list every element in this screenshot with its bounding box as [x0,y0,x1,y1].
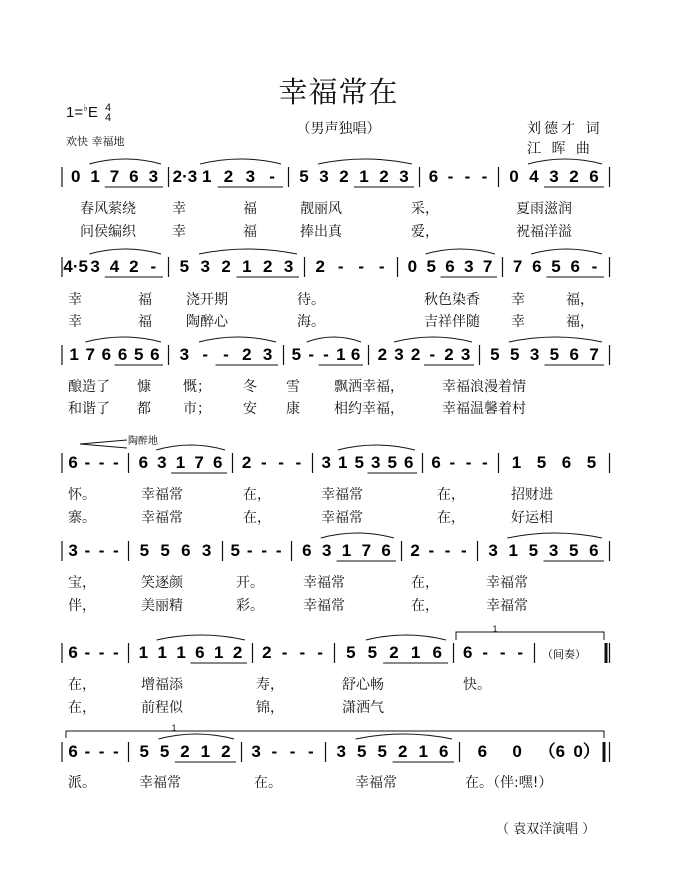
lyric-text: 幸福常 [355,775,397,791]
slur-arc [366,635,446,640]
key-prefix: 1= [66,104,84,121]
note: 1 [418,742,428,761]
lyric-text: 捧出真 [300,224,342,240]
dash-extension: - [317,643,323,662]
note: 2 [444,345,454,364]
lyric-text: 增福添 [141,677,183,693]
note: 5 [230,541,240,560]
note: 5 [134,345,144,364]
note: 3 [262,345,273,364]
lyric-text: 招财进 [511,487,553,503]
tempo-marking: 欢快 幸福地 [66,135,125,148]
note: 6 [195,643,205,662]
note: 5 [354,453,364,472]
lyric-text: 幸福常 [321,487,363,503]
slur-arc [85,337,161,342]
note: 5 [139,541,150,560]
song-subtitle: （男声独唱） [296,121,381,137]
dash-extension: - [202,345,209,364]
dash-extension: - [98,643,105,662]
note: 5 [159,742,170,761]
note: 6 [404,453,414,472]
lyric-text: 幸福常 [486,598,528,614]
note: 6 [129,167,139,186]
lyric-text: 潇洒气 [342,700,384,716]
lyric-text: 好运相 [511,510,553,526]
lyric-text: 采， [411,201,439,217]
lyric-text: 福， [566,292,594,308]
performer-credit: （ 袁双洋演唱 ） [496,822,596,837]
note: 1 [138,643,149,662]
note: 1 [69,345,79,364]
dash-extension: - [113,453,119,472]
dash-extension: - [98,541,105,560]
dash-extension: - [84,541,91,560]
slur-arc [531,249,602,254]
note: 3 [548,541,559,560]
dash-extension: - [261,453,267,472]
dash-extension: - [84,742,91,761]
note: 2 [242,345,252,364]
note: （6 [538,742,566,761]
lyric-text: 幸福温馨着村 [442,401,526,417]
lyric-text: 在， [243,510,271,526]
lyric-text: 寨。 [68,510,96,526]
dynamics-text: 陶醉地 [128,436,158,447]
lyric-text: 幸 [172,224,186,240]
note: 2 [180,742,190,761]
note: 5 [377,742,387,761]
note: 3 [336,742,346,761]
note: 1 [175,453,186,472]
dash-extension: - [295,453,302,472]
note: 2 [389,643,399,662]
note: 3 [321,541,332,560]
lyric-text: 幸 [172,201,186,217]
note: 3 [488,541,498,560]
note: 5 [551,257,561,276]
dash-extension: - [337,257,344,276]
lyric-text: 彩。 [236,598,264,614]
volta-number: 1 [492,624,498,634]
note: 6 [117,345,128,364]
note: 5 [139,742,149,761]
lyric-text: 在， [437,510,465,526]
lyric-text: 美丽精 [141,598,183,614]
note: 3 [201,541,212,560]
note: 6 [589,167,599,186]
lyric-text: 爱， [411,224,439,240]
lyric-text: 吉祥伴随 [424,314,480,330]
note: 3 [283,257,294,276]
lyric-text: 派。 [68,775,96,791]
note: 5 [536,453,547,472]
note: 2 [410,345,421,364]
slur-arc [156,445,225,450]
note: 3 [245,167,256,186]
lyric-text: 幸福常 [141,487,183,503]
dash-extension: - [246,541,253,560]
slur-arc [199,337,276,342]
note: 7 [194,453,204,472]
dash-extension: - [429,345,436,364]
lyric-text: 问侯编织 [80,224,136,240]
note: 3 [148,167,159,186]
note: 2·3 [172,167,198,186]
note: 7 [361,541,372,560]
dash-extension: - [517,643,524,662]
note: 2 [339,167,349,186]
note: 5 [586,453,597,472]
dash-extension: - [378,257,385,276]
note: 6 [68,742,78,761]
lyric-text: 幸福常 [486,575,528,591]
note: 3 [460,345,471,364]
dash-extension: - [113,742,119,761]
slur-arc [200,159,281,164]
note: 3 [157,453,167,472]
dash-extension: - [444,541,451,560]
dash-extension: - [223,345,229,364]
note: 0 [407,257,418,276]
slur-arc [356,734,452,739]
lyric-text: 秋色染香 [424,292,480,308]
note: 7 [482,257,493,276]
lyric-text: 快。 [463,677,491,693]
slur-arc [321,533,394,538]
lyric-text: 开。 [236,575,264,591]
note: 1 [336,345,346,364]
lyric-text: 幸 [68,314,82,330]
note: 6 [569,345,579,364]
dash-extension: - [278,453,284,472]
lyric-text: 和谐了 [68,401,110,417]
note: 2 [410,541,420,560]
dash-extension: - [308,345,315,364]
note: 2 [129,257,139,276]
lyric-text: 怀。 [68,487,96,503]
slur-arc [158,734,234,739]
note: 5 [569,541,579,560]
lyric-text: 前程似 [141,700,183,716]
dash-extension: - [261,541,268,560]
note: 3 [179,345,190,364]
lyric-text: 冬 [243,379,257,395]
interlude-mark: （间奏） [542,649,586,661]
lyric-text: 锦， [256,700,284,716]
lyric-text: 春风萦绕 [80,201,136,217]
lyric-text: 在， [243,487,271,503]
dash-extension: - [113,643,119,662]
dash-extension: - [308,742,314,761]
note: 1 [200,742,211,761]
note: 3 [371,453,381,472]
note: 0 [512,742,522,761]
note: 1 [338,453,348,472]
lyric-text: 康 [286,401,300,417]
note: 2 [241,453,252,472]
note: 1 [201,167,212,186]
note: 5 [160,541,170,560]
lyric-text: 福， [566,314,594,330]
note: 6 [68,453,78,472]
note: 6 [477,742,488,761]
dash-extension: - [299,643,306,662]
note: 5 [346,643,356,662]
note: 7 [109,167,120,186]
slur-arc [509,337,602,342]
time-signature-top: 4 [105,102,112,115]
dash-extension: - [449,453,456,472]
dash-extension: - [461,541,467,560]
dash-extension: - [84,453,91,472]
note: 5 [299,167,309,186]
lyric-text: 幸 [68,292,82,308]
lyric-text: 海。 [297,314,325,330]
lyric-text: 浇开期 [186,292,228,308]
note: 2 [315,257,325,276]
note: 3 [464,257,474,276]
lyric-text: 雪 [286,379,300,395]
note: 6 [138,453,149,472]
note: 1 [359,167,369,186]
slur-arc [338,445,415,450]
lyric-text: 福 [243,224,257,240]
note: 6 [181,541,191,560]
lyric-text: 在， [437,487,465,503]
dash-extension: - [269,167,275,186]
dash-extension: - [482,453,488,472]
dash-extension: - [428,541,435,560]
note: 3 [399,167,409,186]
lyric-text: 在。 [254,775,282,791]
note: 5 [528,541,539,560]
slur-arc [307,337,361,342]
slur-arc [426,249,495,254]
note: 2 [262,643,272,662]
note: 1 [214,643,224,662]
note: 5 [357,742,367,761]
note: 1 [341,541,352,560]
dash-extension: - [98,453,105,472]
lyric-text: 福 [138,314,152,330]
note: 6 [381,541,391,560]
dash-extension: - [499,643,506,662]
note: 2 [223,167,234,186]
song-title: 幸福常在 [278,75,399,109]
note: 1 [242,257,252,276]
note: 3 [68,541,78,560]
dash-extension: - [289,742,296,761]
key-note: E [87,104,98,121]
note: 2 [377,345,388,364]
note: 3 [90,257,100,276]
lyric-text: 幸福浪漫着情 [442,379,526,395]
lyric-text: 伴， [68,598,96,614]
dash-extension: - [482,643,489,662]
note: 5 [490,345,500,364]
slur-arc [199,249,297,254]
note: 2 [232,643,243,662]
note: 6 [463,643,473,662]
note: 5 [179,257,190,276]
lyric-text: 福 [138,292,152,308]
lyric-text: 在， [68,700,96,716]
lyric-text: 在， [411,575,439,591]
note: 6 [150,345,160,364]
dash-extension: - [281,643,288,662]
lyric-text: 幸福常 [303,598,345,614]
note: 3 [251,742,261,761]
note: 1 [90,167,100,186]
lyric-text: 幸 [511,314,525,330]
flat-sign: ♭ [83,103,88,114]
lyric-text: 飘洒幸福， [334,379,404,395]
note: 7 [512,257,523,276]
slur-arc [89,159,161,164]
note: 4 [529,167,539,186]
slur-arc [507,533,602,538]
lyric-text: 安 [243,401,257,417]
note: 3 [319,167,329,186]
note: 2 [221,257,231,276]
note: 3 [200,257,210,276]
lyric-text: 笑逐颜 [141,575,183,591]
note: 5 [291,345,302,364]
lyric-text: 夏雨滋润 [516,201,572,217]
volta-bracket [456,632,604,640]
dash-extension: - [113,541,119,560]
note: 6 [589,541,599,560]
lyric-text: 舒心畅 [342,677,384,693]
dash-extension: - [84,643,91,662]
lyric-text: 慷 [137,379,151,395]
note: 6 [302,541,312,560]
composer-credit: 江 晖 曲 [527,141,593,157]
note: 5 [510,345,520,364]
note: 3 [529,345,540,364]
note: 6 [68,643,78,662]
note: 2 [221,742,231,761]
dash-extension: - [481,167,488,186]
note: 6 [431,453,441,472]
note: 2 [263,257,273,276]
lyric-text: 幸福常 [139,775,181,791]
note: 1 [410,643,421,662]
lyric-text: 幸 [511,292,525,308]
lyric-text: 祝福洋溢 [516,224,572,240]
dash-extension: - [464,167,471,186]
dash-extension: - [150,257,157,276]
note: 2 [398,742,408,761]
lyric-text: 幸福常 [303,575,345,591]
note: 6 [570,257,580,276]
lyric-text: 相约幸福， [334,401,404,417]
dash-extension: - [465,453,472,472]
time-signature-bottom: 4 [105,112,112,125]
note: 5 [426,257,436,276]
note: 1 [176,643,186,662]
lyric-text: 市； [183,401,211,417]
note: 7 [589,345,599,364]
lyric-text: 福 [243,201,257,217]
note: 0） [573,742,600,761]
dash-extension: - [323,345,329,364]
slur-arc [528,159,602,164]
note: 2 [379,167,389,186]
note: 1 [511,453,522,472]
lyric-text: 在。（伴:嘿!） [465,775,553,791]
note: 6 [212,453,223,472]
dash-extension: - [358,257,365,276]
lyric-text: 靓丽风 [300,201,342,217]
note: 3 [549,167,559,186]
note: 6 [101,345,112,364]
note: 6 [428,167,439,186]
lyric-text: 幸福常 [321,510,363,526]
note: 1 [508,541,518,560]
lyric-text: 酿造了 [68,379,110,395]
note: 2 [569,167,579,186]
dash-extension: - [98,742,105,761]
lyric-text: 寿， [256,677,284,693]
slur-arc [318,159,412,164]
decrescendo-hairpin [80,440,127,448]
slur-arc [89,249,161,254]
note: 7 [85,345,95,364]
note: 5 [549,345,560,364]
note: 3 [394,345,404,364]
note: 6 [432,643,442,662]
dash-extension: - [275,541,282,560]
note: 5 [387,453,397,472]
slur-arc [394,337,472,342]
lyric-text: 待。 [297,292,325,308]
lyric-text: 陶醉心 [186,314,228,330]
note: 6 [445,257,455,276]
lyric-text: 在， [411,598,439,614]
note: 4·5 [63,257,88,276]
note: 6 [439,742,449,761]
dash-extension: - [271,742,278,761]
lyric-text: 在， [68,677,96,693]
note: 6 [532,257,542,276]
lyric-text: 都 [137,401,151,417]
note: 6 [561,453,572,472]
lyric-text: 宝， [68,575,96,591]
lyric-text: 幸福常 [141,510,183,526]
note: 0 [509,167,519,186]
ending-bracket [66,731,604,738]
lyricist-credit: 刘德才 词 [527,121,603,137]
note: 3 [321,453,331,472]
ending-number: 1 [171,723,177,733]
lyric-text: 慨； [183,379,211,395]
dash-extension: - [591,257,598,276]
note: 1 [157,643,167,662]
note: 5 [367,643,378,662]
slur-arc [157,635,245,640]
note: 4 [109,257,120,276]
note: 0 [70,167,81,186]
note: 6 [350,345,361,364]
dash-extension: - [447,167,454,186]
